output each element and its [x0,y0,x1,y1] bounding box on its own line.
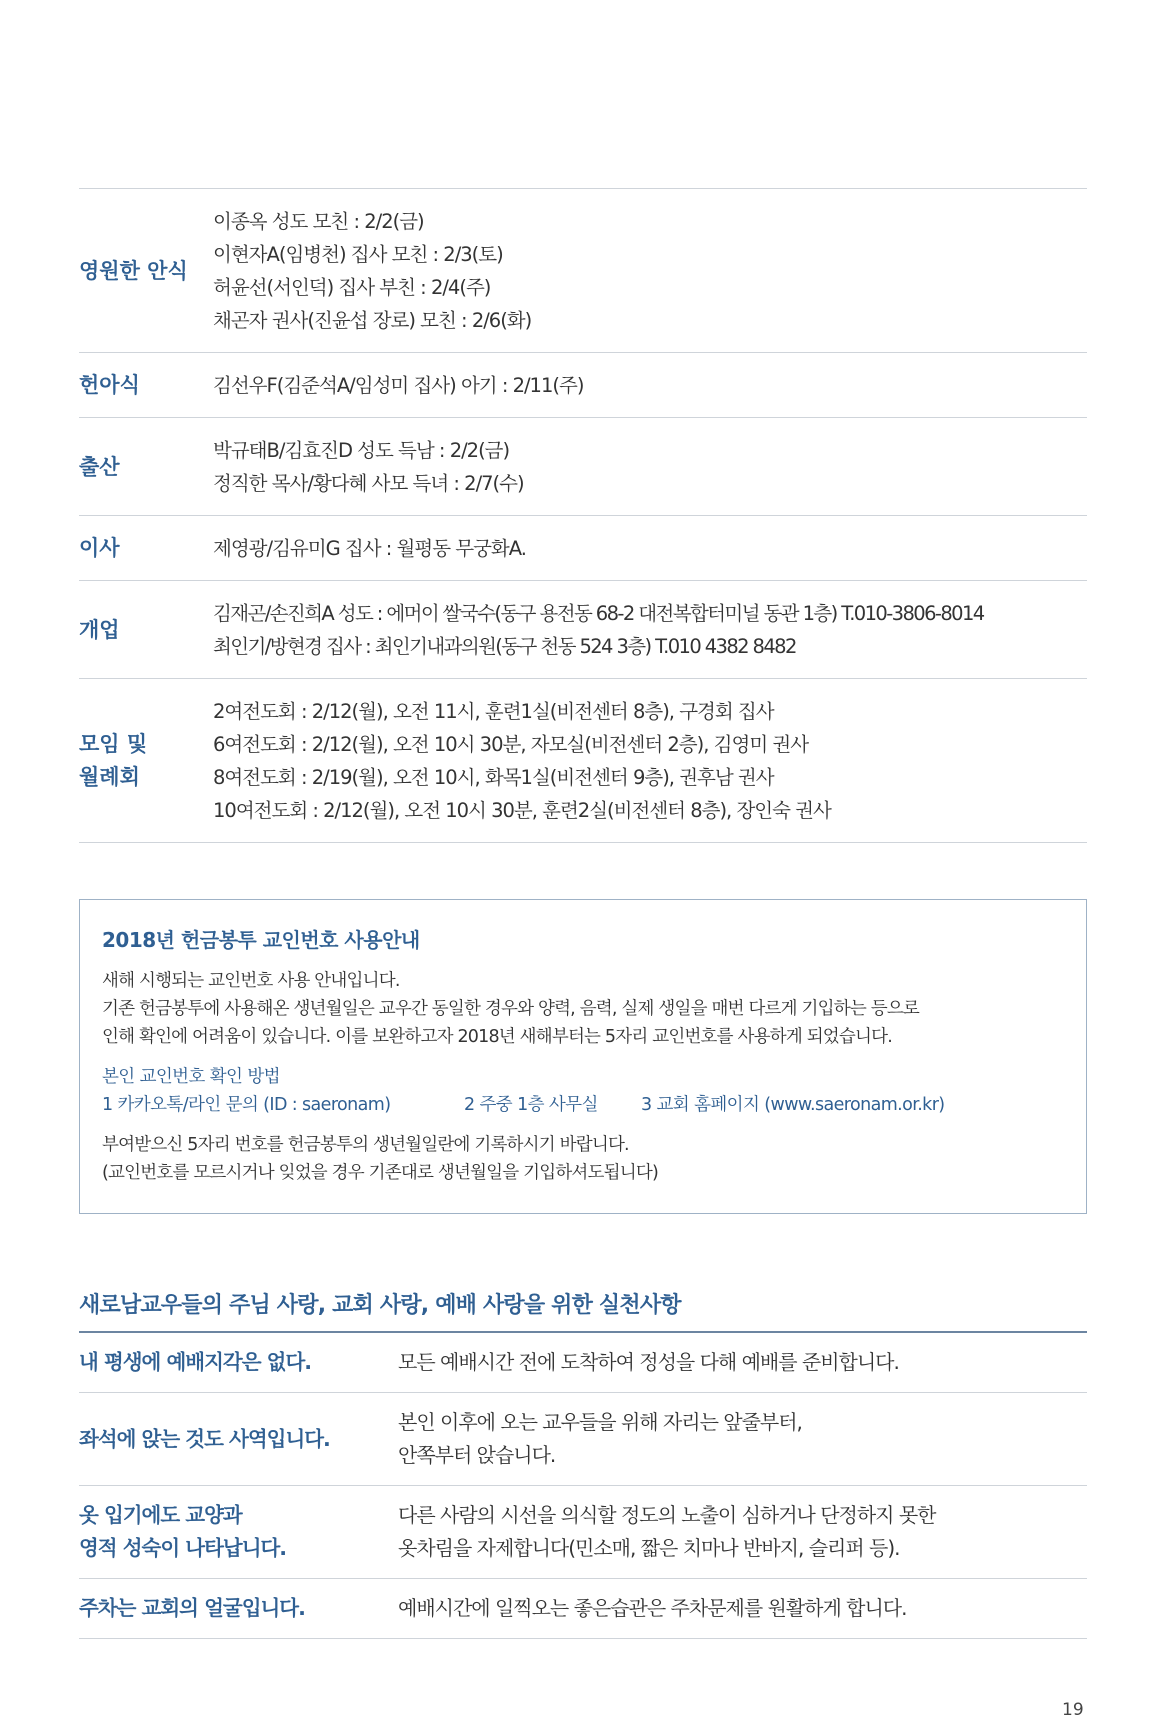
announcement-label: 영원한 안식 [79,258,188,283]
method-item: 1 카카오톡/라인 문의 (ID : saeronam) [102,1095,391,1115]
offering-notice-box [79,899,1087,1214]
announcement-lines: 이종옥 성도 모친 : 2/2(금) 이현자A(임병천) 집사 모친 : 2/3(토) 허윤선(서인덕) 집사 부친 : 2/4(주) 채곤자 권사(진윤섭 장로) 모친 : 2/6(화) [213,210,532,332]
announcement-label: 헌아식 [79,373,140,397]
announcement-label: 출산 [79,454,120,479]
notice-body: 새해 시행되는 교인번호 사용 안내입니다. 기존 헌금봉투에 사용해온 생년월일은 교우간 동일한 경우와 양력, 음력, 실제 생일을 매번 다르게 기입하는 등으로 인해 확인에 어려움이 있습니다. 이를 보완하고자 2018년 새해부터는 5자리 교인번호를 사용하게 되었습니다. [102,971,920,1047]
announcement-label: 개업 [79,617,120,642]
practice-label: 옷 입기에도 교양과 영적 성숙이 나타납니다. [79,1503,287,1560]
practice-text: 모든 예배시간 전에 도착하여 정성을 다해 예배를 준비합니다. [398,1350,899,1374]
announcement-label: 모임 및 월례회 [79,732,148,789]
announcement-row [79,417,1087,515]
practice-title: 새로남교우들의 주님 사랑, 교회 사랑, 예배 사랑을 위한 실천사항 [79,1288,1087,1333]
method-item: 2 주중 1층 사무실 [464,1095,598,1115]
practice-text: 예배시간에 일찍오는 좋은습관은 주차문제를 원활하게 합니다. [398,1596,907,1620]
announcement-lines: 제영광/김유미G 집사 : 월평동 무궁화A. [213,537,526,560]
practice-row [79,1333,1087,1393]
announcement-lines: 2여전도회 : 2/12(월), 오전 11시, 훈련1실(비전센터 8층), 구경회 집사 6여전도회 : 2/12(월), 오전 10시 30분, 자모실(비전센터 2층), 김영미 권사 8여전도회 : 2/19(월), 오전 10시, 화목1실(비전센터 9층), 권후남 권사 10여전도회 : 2/12(월), 오전 10시 30분, 훈련2실(비전센터 8층), 장인숙 권사 [213,700,831,822]
announcements-table [79,188,1087,843]
practice-row [79,1486,1087,1579]
notice-method-title: 본인 교인번호 확인 방법 [102,1067,280,1087]
notice-foot: 부여받으신 5자리 번호를 헌금봉투의 생년월일란에 기록하시기 바랍니다. (교인번호를 모르시거나 잊었을 경우 기존대로 생년월일을 기입하셔도됩니다) [102,1135,658,1183]
page-content [79,188,1087,1639]
announcement-label: 이사 [79,536,120,560]
practice-row [79,1393,1087,1486]
practice-label: 내 평생에 예배지각은 없다. [79,1350,312,1374]
notice-methods [102,1091,1064,1119]
notice-title: 2018년 헌금봉투 교인번호 사용안내 [102,928,420,952]
page-number: 19 [1062,1700,1084,1720]
practice-text: 다른 사람의 시선을 의식할 정도의 노출이 심하거나 단정하지 못한 옷차림을 자제합니다(민소매, 짧은 치마나 반바지, 슬리퍼 등). [398,1503,936,1560]
announcement-lines: 박규태B/김효진D 성도 득남 : 2/2(금) 정직한 목사/황다혜 사모 득녀 : 2/7(수) [213,439,524,495]
practice-label: 주차는 교회의 얼굴입니다. [79,1596,305,1620]
announcement-row [79,580,1087,678]
practice-table [79,1333,1087,1639]
practice-label: 좌석에 앉는 것도 사역입니다. [79,1426,330,1451]
announcement-row [79,678,1087,843]
method-item: 3 교회 홈페이지 (www.saeronam.or.kr) [641,1095,945,1115]
announcement-row [79,352,1087,417]
practice-row [79,1579,1087,1639]
announcement-row [79,515,1087,580]
announcement-lines: 김재곤/손진희A 성도 : 에머이 쌀국수(동구 용전동 68-2 대전복합터미널 동관 1층) T.010-3806-8014 최인기/방현경 집사 : 최인기내과의원(동구 천동 524 3층) T.010 4382 8482 [213,602,984,658]
announcement-lines: 김선우F(김준석A/임성미 집사) 아기 : 2/11(주) [213,374,584,397]
practice-text: 본인 이후에 오는 교우들을 위해 자리는 앞줄부터, 안쪽부터 앉습니다. [398,1410,802,1467]
announcement-row [79,188,1087,352]
